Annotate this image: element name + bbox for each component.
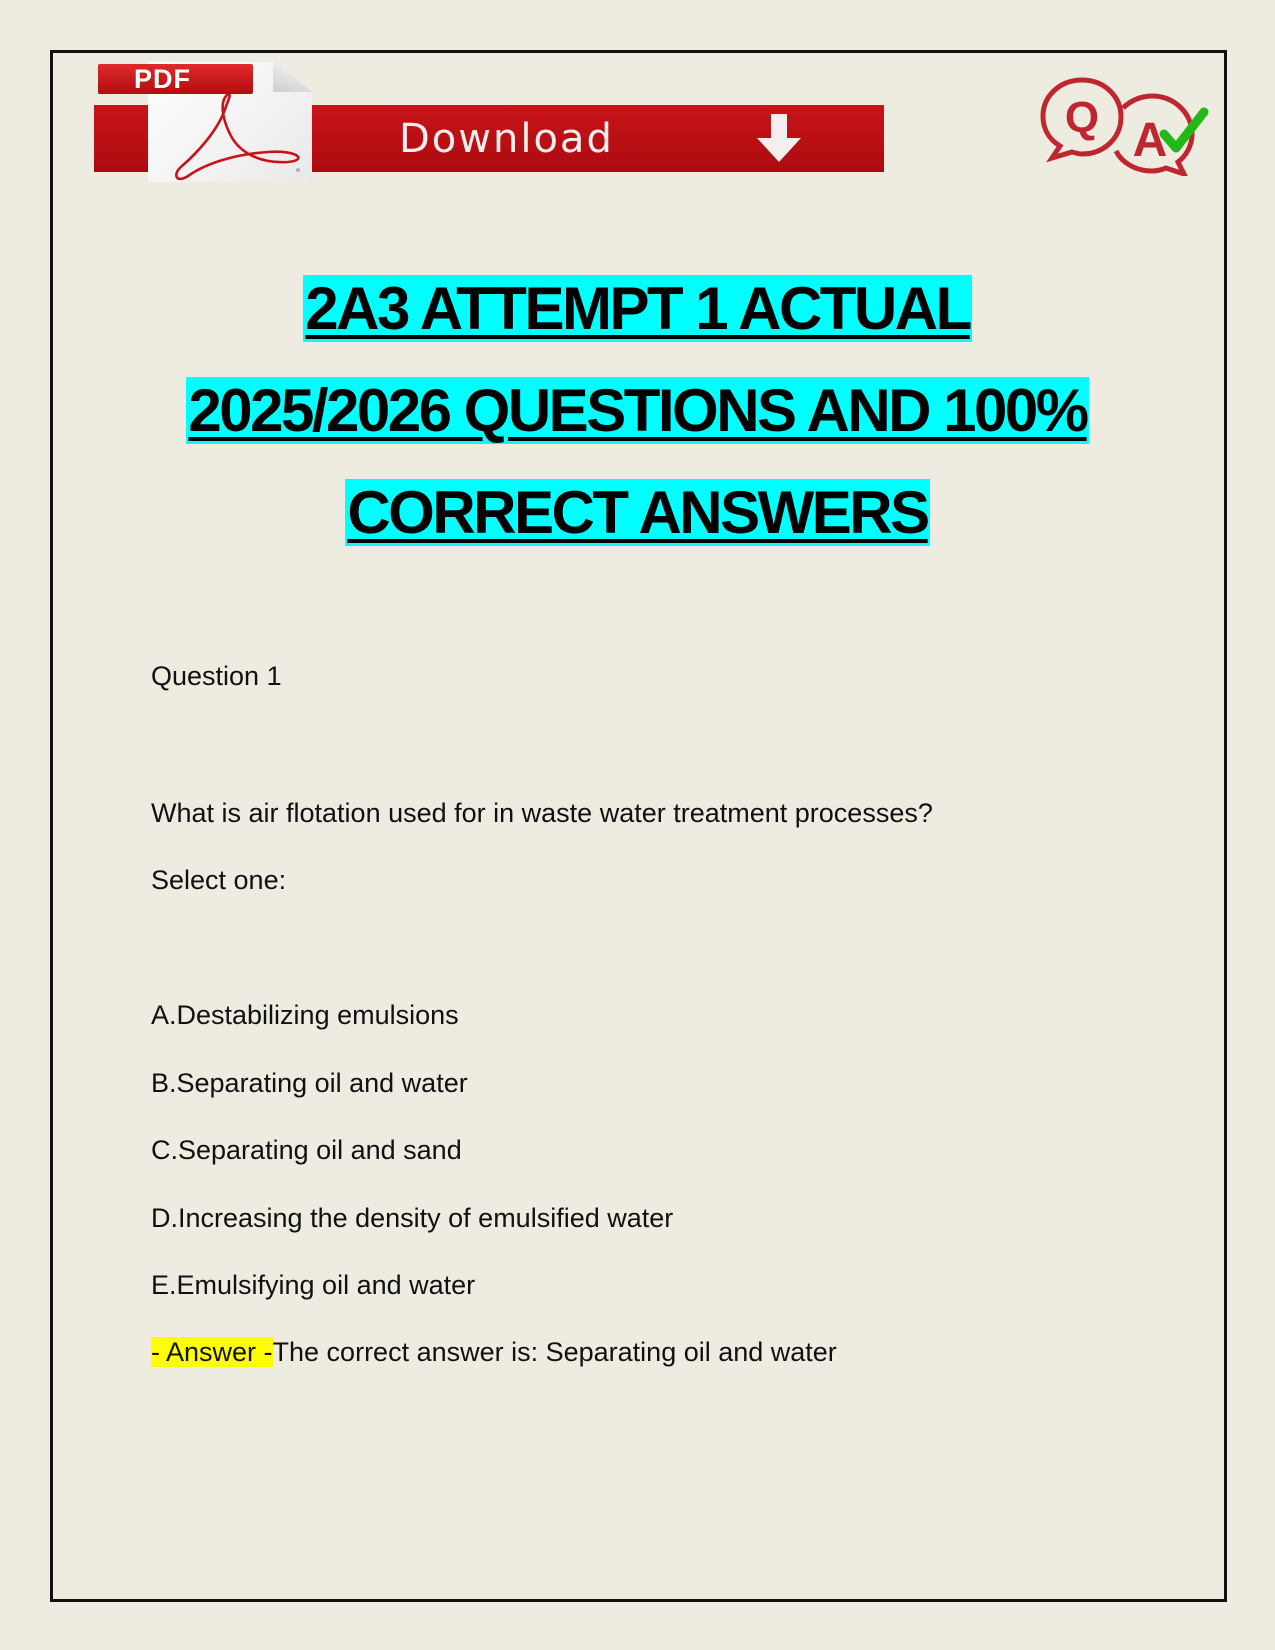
question-text: What is air flotation used for in waste water treatment processes?: [151, 798, 933, 828]
document-title: [0, 275, 1275, 581]
option-a: A.Destabilizing emulsions: [151, 1000, 459, 1030]
option-b: B.Separating oil and water: [151, 1068, 468, 1098]
option-e: E.Emulsifying oil and water: [151, 1270, 476, 1300]
answer-prefix-highlight: - Answer -: [151, 1337, 273, 1367]
pdf-tab-label: PDF: [98, 64, 253, 94]
q-letter: Q: [1064, 93, 1100, 142]
option-d: D.Increasing the density of emulsified water: [151, 1203, 674, 1233]
download-arrow-icon: [756, 114, 802, 164]
page-fold-icon: [273, 62, 313, 92]
a-letter: A: [1132, 114, 1168, 167]
qa-logo: [1038, 76, 1210, 176]
select-instruction: Select one:: [151, 865, 287, 895]
answer-text: The correct answer is: Separating oil and water: [272, 1337, 837, 1367]
title-line-1: 2A3 ATTEMPT 1 ACTUAL: [305, 275, 970, 342]
answer-line: [151, 1335, 837, 1369]
option-c: C.Separating oil and sand: [151, 1135, 462, 1165]
question-label: Question 1: [151, 661, 282, 691]
pdf-download-banner[interactable]: [94, 60, 894, 190]
title-line-3: CORRECT ANSWERS: [347, 479, 928, 546]
acrobat-logo-icon: [158, 92, 308, 182]
title-line-2: 2025/2026 QUESTIONS AND 100%: [188, 377, 1087, 444]
checkmark-icon: [1164, 112, 1204, 148]
download-label: Download: [399, 116, 614, 162]
